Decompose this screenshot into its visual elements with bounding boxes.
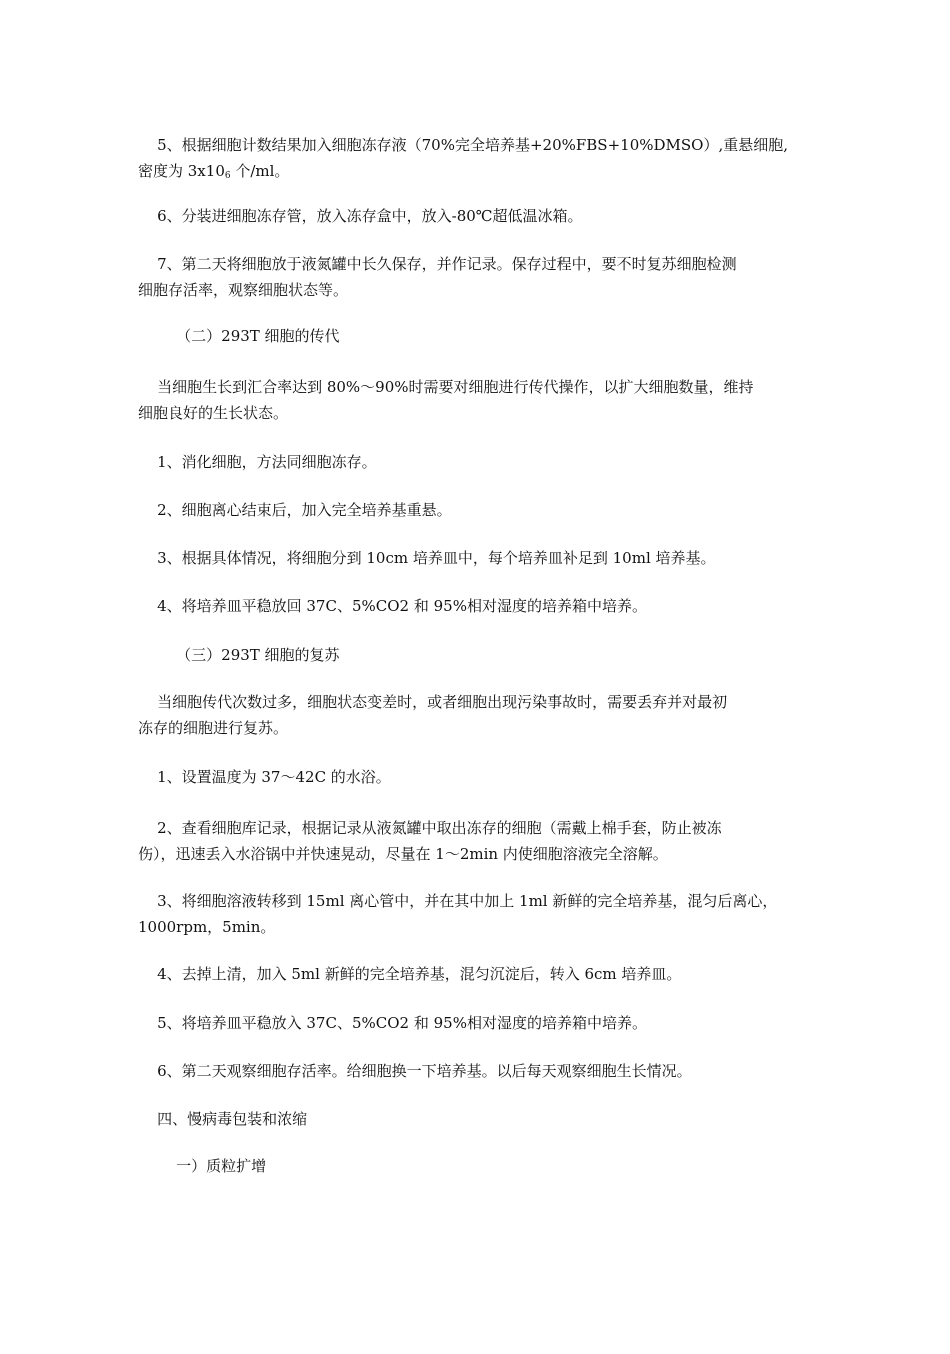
text-line: 1、消化细胞，方法同细胞冻存。 — [138, 453, 377, 471]
text-line: 当细胞传代次数过多，细胞状态变差时，或者细胞出现污染事故时，需要丢弃并对最初 — [138, 693, 728, 711]
text-line: （二）293T 细胞的传代 — [138, 327, 340, 345]
text-line: 6、第二天观察细胞存活率。给细胞换一下培养基。以后每天观察细胞生长情况。 — [138, 1062, 692, 1080]
paragraph-passage-step1 — [138, 449, 838, 475]
text-line: 密度为 3x10 — [138, 162, 225, 180]
text-line: 4、去掉上清，加入 5ml 新鲜的完全培养基，混匀沉淀后，转入 6cm 培养皿。 — [138, 965, 682, 983]
text-line: 2、查看细胞库记录，根据记录从液氮罐中取出冻存的细胞（需戴上棉手套，防止被冻 — [138, 819, 722, 837]
section-heading-plasmid — [138, 1153, 838, 1179]
paragraph-recovery-step3 — [138, 888, 838, 940]
paragraph-recovery-intro — [138, 689, 838, 741]
paragraph-recovery-step4 — [138, 961, 838, 987]
text-line: 细胞存活率，观察细胞状态等。 — [138, 281, 349, 299]
section-heading-recovery — [138, 642, 838, 668]
text-line: 7、第二天将细胞放于液氮罐中长久保存，并作记录。保存过程中，要不时复苏细胞检测 — [138, 255, 737, 273]
text-line: （三）293T 细胞的复苏 — [138, 646, 340, 664]
paragraph-recovery-step2 — [138, 815, 838, 867]
text-line: 4、将培养皿平稳放回 37C、5%CO2 和 95%相对湿度的培养箱中培养。 — [138, 597, 647, 615]
text-line: 冻存的细胞进行复苏。 — [138, 719, 289, 737]
paragraph-passage-step4 — [138, 593, 838, 619]
paragraph-recovery-step5 — [138, 1010, 838, 1036]
text-line: 伤），迅速丢入水浴锅中并快速晃动，尽量在 1〜2min 内使细胞溶液完全溶解。 — [138, 845, 668, 863]
section-heading-passage — [138, 323, 838, 349]
paragraph-step5-freeze — [138, 132, 838, 189]
text-line: 当细胞生长到汇合率达到 80%〜90%时需要对细胞进行传代操作，以扩大细胞数量，维持 — [138, 378, 754, 396]
text-line: 3、根据具体情况，将细胞分到 10cm 培养皿中，每个培养皿补足到 10ml 培养基。 — [138, 549, 716, 567]
paragraph-recovery-step1 — [138, 764, 838, 790]
text-line: 细胞良好的生长状态。 — [138, 404, 289, 422]
text-line: 2、细胞离心结束后，加入完全培养基重悬。 — [138, 501, 452, 519]
text-line: 一）质粒扩增 — [138, 1157, 267, 1175]
paragraph-step6-freeze — [138, 203, 838, 229]
section-heading-lentivirus — [138, 1106, 838, 1132]
text-line: 3、将细胞溶液转移到 15ml 离心管中，并在其中加上 1ml 新鲜的完全培养基，混匀后离心， — [138, 892, 778, 910]
paragraph-passage-intro — [138, 374, 838, 426]
text-line: 5、将培养皿平稳放入 37C、5%CO2 和 95%相对湿度的培养箱中培养。 — [138, 1014, 647, 1032]
paragraph-step7-freeze — [138, 251, 838, 303]
paragraph-passage-step2 — [138, 497, 838, 523]
text-line: 四、慢病毒包装和浓缩 — [138, 1110, 308, 1128]
paragraph-passage-step3 — [138, 545, 838, 571]
text-line: 1000rpm，5min。 — [138, 918, 276, 936]
paragraph-recovery-step6 — [138, 1058, 838, 1084]
exponent: 6 — [224, 171, 231, 181]
text-line: 1、设置温度为 37〜42C 的水浴。 — [138, 768, 391, 786]
text-line: 6、分装进细胞冻存管，放入冻存盒中，放入-80℃超低温冰箱。 — [138, 207, 583, 225]
text-line: 个/ml。 — [230, 162, 290, 180]
text-line: 5、根据细胞计数结果加入细胞冻存液（70%完全培养基+20%FBS+10%DMSO）,重悬细胞, — [138, 136, 788, 154]
